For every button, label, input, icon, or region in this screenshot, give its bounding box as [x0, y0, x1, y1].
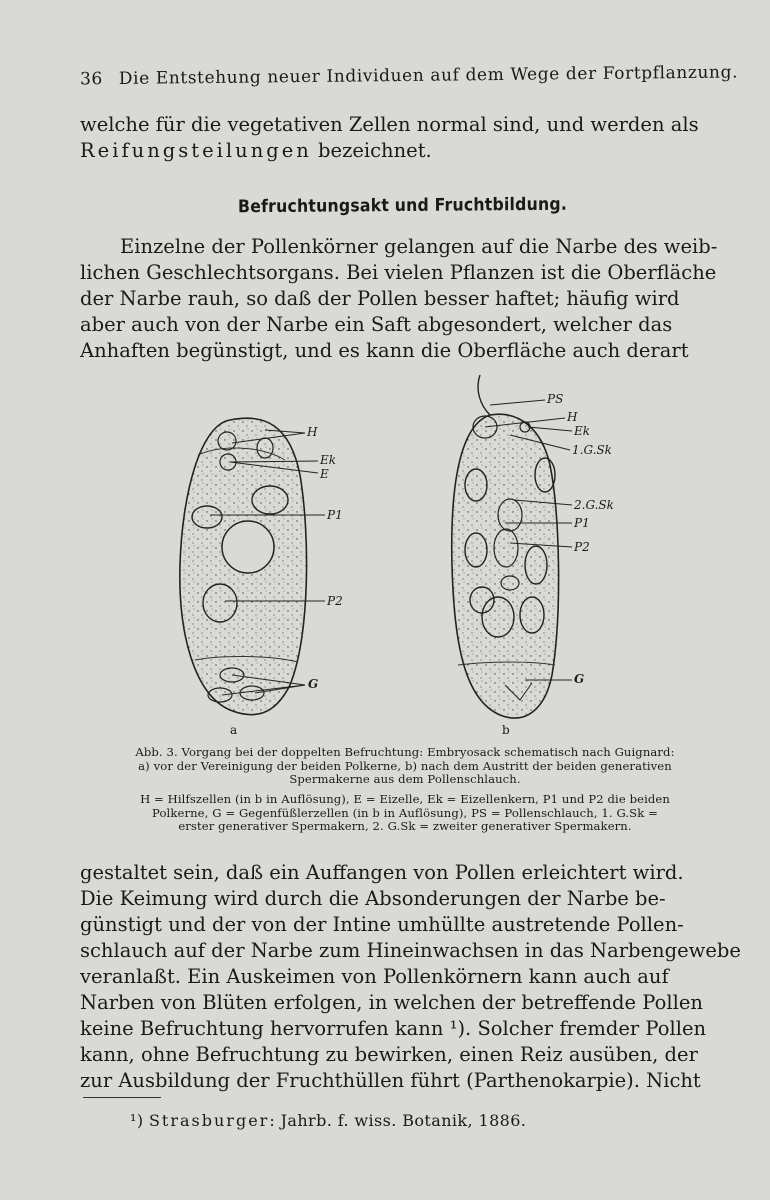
fig-a-label-ek: Ek [320, 453, 337, 467]
text-line: Die Keimung wird durch die Absonderungen der Narbe be- [80, 887, 666, 910]
fig-b-label-2gsk: 2.G.Sk [574, 498, 614, 512]
fig-a-label-p2: P2 [327, 594, 343, 608]
text-line: Einzelne der Pollenkörner gelangen auf die Narbe des weib- [120, 235, 718, 258]
figure-label-b: b [502, 723, 510, 737]
text-line: der Narbe rauh, so daß der Pollen besser haftet; häufig wird [80, 287, 680, 310]
legend-line: Polkerne, G = Gegenfüßlerzellen (in b in Auflösung), PS = Pollenschlauch, 1. G.Sk = [152, 805, 658, 820]
spaced-term: Reifungsteilungen [80, 139, 312, 162]
intro-paragraph [80, 112, 725, 164]
fig-b-label-ek: Ek [574, 424, 591, 438]
text-line: schlauch auf der Narbe zum Hineinwachsen in das Narbengewebe [80, 939, 741, 962]
text-line: Reifungsteilungen bezeichnet. [80, 139, 432, 162]
fig-b-label-1gsk: 1.G.Sk [572, 443, 612, 457]
fig-a-label-h: H [307, 425, 318, 439]
embryo-sac-figure [160, 365, 630, 740]
text-line: zur Ausbildung der Fruchthüllen führt (Parthenokarpie). Nicht [80, 1069, 701, 1092]
fig-b-label-p1: P1 [574, 516, 590, 530]
figure-caption [85, 746, 725, 787]
text-line: welche für die vegetativen Zellen normal sind, und werden als [80, 113, 699, 136]
figure-label-a: a [230, 723, 238, 737]
fig-b-label-p2: P2 [574, 540, 590, 554]
footnote-text: : Jahrb. f. wiss. Botanik, 1886. [269, 1111, 527, 1130]
text-line: kann, ohne Befruchtung zu bewirken, einen Reiz ausüben, der [80, 1043, 698, 1066]
legend-line: erster generativer Spermakern, 2. G.Sk = zweiter generativer Spermakern. [178, 819, 632, 833]
text-line: aber auch von der Narbe ein Saft abgesondert, welcher das [80, 313, 673, 336]
paragraph-1 [80, 234, 725, 364]
text-line: Narben von Blüten erfolgen, in welchen der betreffende Pollen [80, 991, 703, 1014]
footnote [130, 1111, 526, 1130]
fig-a-label-g: G [308, 677, 319, 691]
caption-line: Abb. 3. Vorgang bei der doppelten Befruchtung: Embryosack schematisch nach Guignard: [135, 745, 675, 759]
fig-a-label-p1: P1 [327, 508, 343, 522]
page-number: 36 [79, 69, 103, 90]
paragraph-2 [80, 860, 741, 1094]
text-line: gestaltet sein, daß ein Auffangen von Pollen erleichtert wird. [80, 861, 684, 884]
footnote-author: Strasburger [148, 1111, 270, 1130]
fig-b-label-ps: PS [547, 392, 564, 406]
fig-b-label-g: G [574, 672, 585, 686]
footnote-marker: ¹) [130, 1111, 144, 1130]
running-header [79, 62, 739, 90]
footnote-divider [83, 1097, 161, 1098]
running-title: Die Entstehung neuer Individuen auf dem Wege der Fortpflanzung. [118, 62, 739, 89]
fig-a-label-e: E [320, 467, 329, 481]
text-line: günstigt und der von der Intine umhüllte austretende Pollen- [80, 913, 684, 936]
text-line: Anhaften begünstigt, und es kann die Oberfläche auch derart [80, 339, 689, 362]
legend-line: H = Hilfszellen (in b in Auflösung), E = Eizelle, Ek = Eizellenkern, P1 und P2 die beiden [140, 792, 670, 806]
caption-line: Spermakerne aus dem Pollenschlauch. [289, 772, 521, 786]
embryo-sac-b-drawing [452, 375, 572, 718]
embryo-sac-a-drawing [180, 418, 325, 715]
section-heading: Befruchtungsakt und Fruchtbildung. [237, 194, 568, 218]
text-line: veranlaßt. Ein Auskeimen von Pollenkörnern kann auch auf [80, 965, 669, 988]
figure-drawing [160, 365, 630, 740]
figure-legend [85, 793, 725, 834]
text-line: keine Befruchtung hervorrufen kann ¹). Solcher fremder Pollen [80, 1017, 707, 1040]
text-line: lichen Geschlechtsorgans. Bei vielen Pflanzen ist die Oberfläche [80, 261, 717, 284]
fig-b-label-h: H [567, 410, 578, 424]
caption-line: a) vor der Vereinigung der beiden Polkerne, b) nach dem Austritt der beiden generativen [138, 758, 672, 773]
